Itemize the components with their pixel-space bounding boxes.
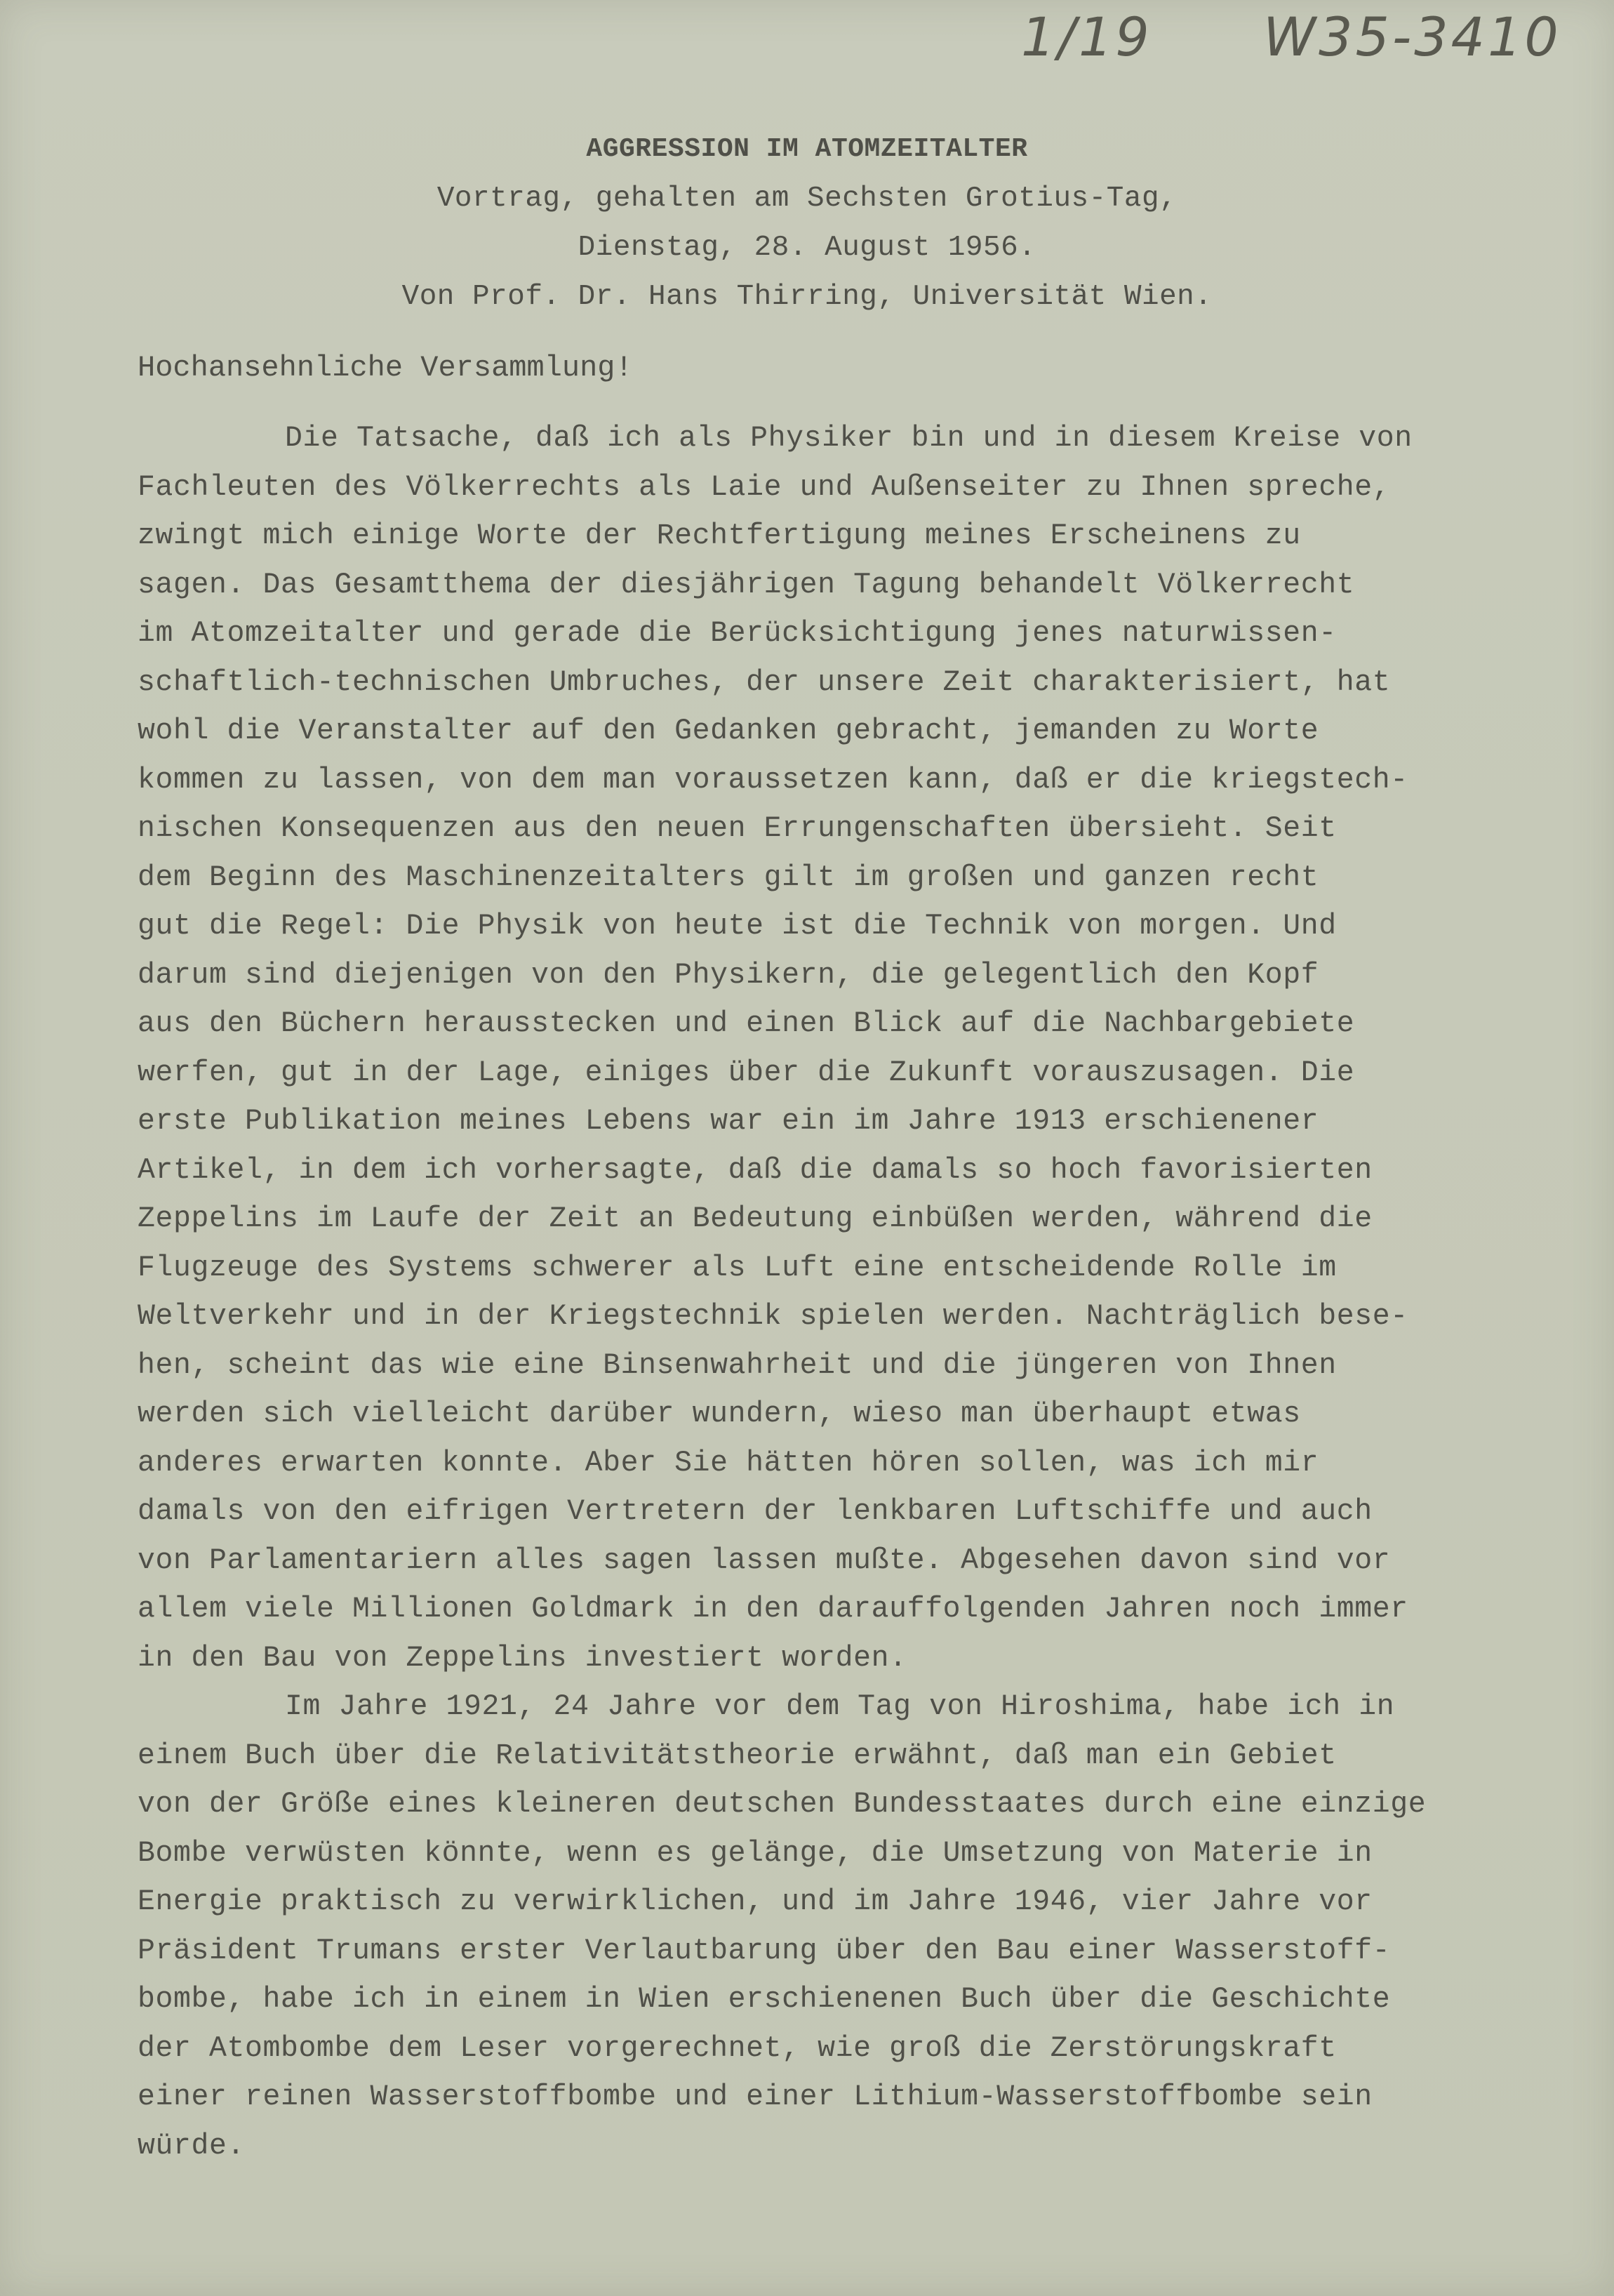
paragraph-line: anderes erwarten konnte. Aber Sie hätten hören sollen, was ich mir <box>138 1446 1319 1480</box>
paragraph-line: von der Größe eines kleineren deutschen Bundesstaates durch eine einzige <box>138 1788 1427 1821</box>
paragraph-line: dem Beginn des Maschinenzeitalters gilt im großen und ganzen recht <box>138 861 1319 894</box>
document-title: AGGRESSION IM ATOMZEITALTER <box>586 134 1028 164</box>
paragraph-line: Fachleuten des Völkerrechts als Laie und Außenseiter zu Ihnen spreche, <box>138 470 1391 504</box>
paragraph-line: hen, scheint das wie eine Binsenwahrheit und die jüngeren von Ihnen <box>138 1348 1337 1382</box>
paragraph-line: werden sich vielleicht darüber wundern, wieso man überhaupt etwas <box>138 1398 1301 1431</box>
paragraph-line: Energie praktisch zu verwirklichen, und im Jahre 1946, vier Jahre vor <box>138 1885 1373 1918</box>
paragraph-line: kommen zu lassen, von dem man voraussetzen kann, daß er die kriegstech- <box>138 763 1408 797</box>
lecture-author: Von Prof. Dr. Hans Thirring, Universität Wien. <box>401 281 1213 313</box>
salutation: Hochansehnliche Versammlung! <box>138 351 633 385</box>
paragraph-line: Weltverkehr und in der Kriegstechnik spielen werden. Nachträglich bese- <box>138 1300 1408 1333</box>
document-heading <box>0 125 1614 321</box>
paragraph-line: sagen. Das Gesamtthema der diesjährigen Tagung behandelt Völkerrecht <box>138 568 1355 602</box>
paragraph-line: Bombe verwüsten könnte, wenn es gelänge, die Umsetzung von Materie in <box>138 1836 1373 1870</box>
lecture-occasion: Vortrag, gehalten am Sechsten Grotius-Tag, <box>436 183 1178 215</box>
paragraph-line: erste Publikation meines Lebens war ein im Jahre 1913 erschienener <box>138 1105 1319 1138</box>
archive-number-annotation: W35-3410 <box>1263 6 1561 68</box>
folio-annotation: 1/19 <box>1021 6 1152 68</box>
paragraph-line: Flugzeuge des Systems schwerer als Luft eine entscheidende Rolle im <box>138 1251 1337 1285</box>
paragraph-line: Zeppelins im Laufe der Zeit an Bedeutung einbüßen werden, während die <box>138 1202 1373 1235</box>
paragraph-line: darum sind diejenigen von den Physikern, die gelegentlich den Kopf <box>138 958 1319 992</box>
paragraph-line: aus den Büchern herausstecken und einen Blick auf die Nachbargebiete <box>138 1007 1355 1040</box>
paragraph-line: nischen Konsequenzen aus den neuen Errungenschaften übersieht. Seit <box>138 812 1337 845</box>
paragraph-line: einer reinen Wasserstoffbombe und einer Lithium-Wasserstoffbombe sein <box>138 2081 1373 2113</box>
paragraph-line: damals von den eifrigen Vertretern der lenkbaren Luftschiffe und auch <box>138 1495 1373 1528</box>
paragraph-line: würde. <box>138 2129 246 2163</box>
paragraph-line: gut die Regel: Die Physik von heute ist die Technik von morgen. Und <box>138 910 1337 943</box>
paragraph-line: allem viele Millionen Goldmark in den darauffolgenden Jahren noch immer <box>138 1593 1408 1626</box>
paragraph-first-line: Im Jahre 1921, 24 Jahre vor dem Tag von Hiroshima, habe ich in <box>285 1690 1395 1723</box>
paragraph-line: schaftlich-technischen Umbruches, der unsere Zeit charakterisiert, hat <box>138 665 1391 699</box>
paragraph-line: bombe, habe ich in einem in Wien erschienenen Buch über die Geschichte <box>138 1983 1391 2016</box>
paragraph-line: einem Buch über die Relativitätstheorie erwähnt, daß man ein Gebiet <box>138 1739 1337 1772</box>
paragraph-line: zwingt mich einige Worte der Rechtfertigung meines Erscheinens zu <box>138 519 1301 552</box>
paragraph-line: in den Bau von Zeppelins investiert worden. <box>138 1641 907 1675</box>
paragraph-line: werfen, gut in der Lage, einiges über die Zukunft vorauszusagen. Die <box>138 1056 1355 1089</box>
body-text <box>138 414 1583 2170</box>
paragraph-line: Präsident Trumans erster Verlautbarung über den Bau einer Wasserstoff- <box>138 1934 1391 1967</box>
paragraph-line: der Atombombe dem Leser vorgerechnet, wie groß die Zerstörungskraft <box>138 2031 1337 2065</box>
paragraph-line: von Parlamentariern alles sagen lassen mußte. Abgesehen davon sind vor <box>138 1544 1391 1577</box>
paragraph-line: Artikel, in dem ich vorhersagte, daß die damals so hoch favorisierten <box>138 1153 1373 1187</box>
paragraph-first-line: Die Tatsache, daß ich als Physiker bin und in diesem Kreise von <box>285 422 1413 455</box>
lecture-date: Dienstag, 28. August 1956. <box>578 232 1036 264</box>
paragraph-line: wohl die Veranstalter auf den Gedanken gebracht, jemanden zu Worte <box>138 715 1319 748</box>
paragraph-line: im Atomzeitalter und gerade die Berücksichtigung jenes naturwissen- <box>138 617 1337 650</box>
